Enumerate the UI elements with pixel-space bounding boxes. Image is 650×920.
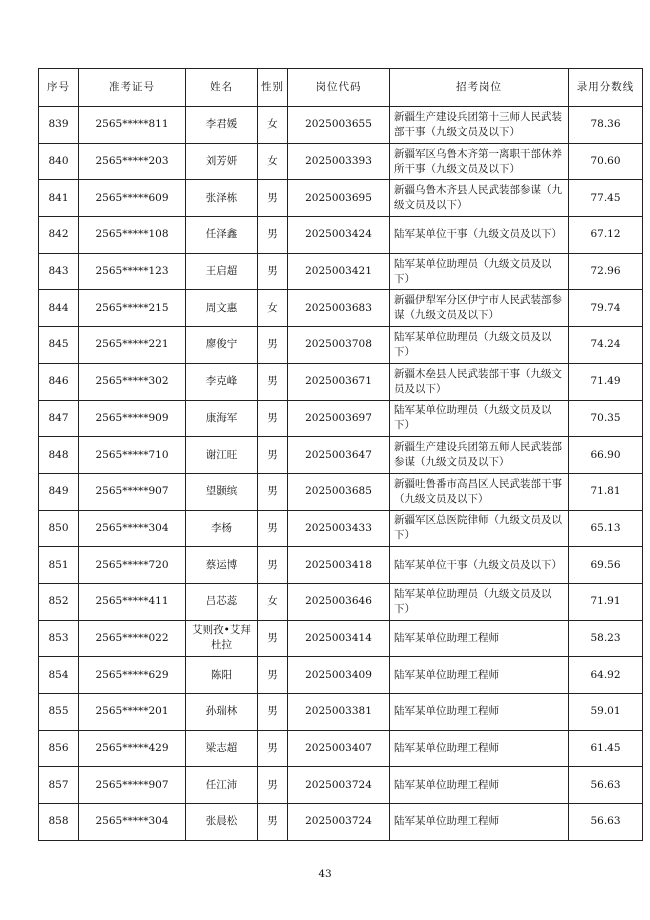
table-header (39, 69, 643, 107)
cell-score-line: 70.60 (569, 143, 643, 180)
cell-score-line: 61.45 (569, 730, 643, 767)
header-row (39, 69, 643, 107)
cell-gender: 男 (258, 510, 288, 547)
results-table (38, 68, 643, 841)
cell-ticket-number: 2565*****429 (79, 730, 186, 767)
cell-position-code: 2025003708 (288, 327, 390, 364)
cell-score-line: 67.12 (569, 217, 643, 254)
cell-position-code: 2025003685 (288, 473, 390, 510)
cell-position: 新疆生产建设兵团第十三师人民武装部干事（九级文员及以下） (390, 107, 569, 144)
cell-index: 852 (39, 583, 79, 620)
cell-position: 新疆军区总医院律师（九级文员及以下） (390, 510, 569, 547)
table-row (39, 657, 643, 694)
cell-position-code: 2025003407 (288, 730, 390, 767)
cell-name: 陈阳 (186, 657, 258, 694)
cell-name: 李克峰 (186, 363, 258, 400)
page-number: 43 (318, 868, 332, 880)
cell-index: 858 (39, 804, 79, 841)
cell-index: 848 (39, 437, 79, 474)
table-row (39, 400, 643, 437)
cell-index: 849 (39, 473, 79, 510)
column-header-index: 序号 (39, 69, 79, 107)
table-row (39, 180, 643, 217)
cell-gender: 男 (258, 767, 288, 804)
cell-name: 梁志超 (186, 730, 258, 767)
cell-position: 陆军某单位助理员（九级文员及以下） (390, 253, 569, 290)
cell-position-code: 2025003697 (288, 400, 390, 437)
cell-score-line: 71.49 (569, 363, 643, 400)
table-row (39, 620, 643, 657)
cell-position-code: 2025003647 (288, 437, 390, 474)
cell-index: 854 (39, 657, 79, 694)
cell-position: 陆军某单位助理员（九级文员及以下） (390, 327, 569, 364)
cell-index: 839 (39, 107, 79, 144)
cell-position-code: 2025003683 (288, 290, 390, 327)
cell-gender: 男 (258, 217, 288, 254)
cell-index: 851 (39, 547, 79, 584)
column-header-gender: 性别 (258, 69, 288, 107)
cell-position-code: 2025003433 (288, 510, 390, 547)
cell-index: 842 (39, 217, 79, 254)
cell-score-line: 56.63 (569, 804, 643, 841)
table-row (39, 473, 643, 510)
cell-position: 新疆乌鲁木齐县人民武装部参谋（九级文员及以下） (390, 180, 569, 217)
cell-score-line: 66.90 (569, 437, 643, 474)
cell-position-code: 2025003724 (288, 767, 390, 804)
cell-index: 856 (39, 730, 79, 767)
cell-score-line: 74.24 (569, 327, 643, 364)
table-row (39, 694, 643, 731)
cell-score-line: 65.13 (569, 510, 643, 547)
cell-ticket-number: 2565*****123 (79, 253, 186, 290)
table-row (39, 253, 643, 290)
cell-index: 844 (39, 290, 79, 327)
cell-gender: 男 (258, 437, 288, 474)
cell-ticket-number: 2565*****203 (79, 143, 186, 180)
cell-name: 蔡运博 (186, 547, 258, 584)
cell-gender: 男 (258, 620, 288, 657)
cell-gender: 男 (258, 694, 288, 731)
cell-index: 850 (39, 510, 79, 547)
cell-name: 任江沛 (186, 767, 258, 804)
cell-name: 康海军 (186, 400, 258, 437)
cell-ticket-number: 2565*****304 (79, 510, 186, 547)
cell-gender: 男 (258, 473, 288, 510)
cell-position: 陆军某单位助理工程师 (390, 657, 569, 694)
cell-score-line: 56.63 (569, 767, 643, 804)
cell-gender: 男 (258, 804, 288, 841)
cell-score-line: 64.92 (569, 657, 643, 694)
cell-name: 张晨松 (186, 804, 258, 841)
cell-gender: 男 (258, 730, 288, 767)
table-row (39, 547, 643, 584)
cell-gender: 男 (258, 327, 288, 364)
cell-position-code: 2025003646 (288, 583, 390, 620)
cell-index: 840 (39, 143, 79, 180)
column-header-score-line: 录用分数线 (569, 69, 643, 107)
cell-gender: 男 (258, 363, 288, 400)
cell-position-code: 2025003695 (288, 180, 390, 217)
cell-ticket-number: 2565*****720 (79, 547, 186, 584)
cell-position-code: 2025003414 (288, 620, 390, 657)
cell-ticket-number: 2565*****629 (79, 657, 186, 694)
cell-score-line: 71.81 (569, 473, 643, 510)
table-row (39, 217, 643, 254)
cell-ticket-number: 2565*****215 (79, 290, 186, 327)
cell-index: 846 (39, 363, 79, 400)
table-row (39, 804, 643, 841)
cell-position: 陆军某单位助理工程师 (390, 694, 569, 731)
cell-position-code: 2025003724 (288, 804, 390, 841)
cell-score-line: 77.45 (569, 180, 643, 217)
cell-score-line: 79.74 (569, 290, 643, 327)
cell-position: 陆军某单位助理工程师 (390, 767, 569, 804)
cell-ticket-number: 2565*****909 (79, 400, 186, 437)
cell-gender: 男 (258, 657, 288, 694)
cell-score-line: 58.23 (569, 620, 643, 657)
cell-name: 吕芯蕊 (186, 583, 258, 620)
cell-position: 陆军某单位助理工程师 (390, 804, 569, 841)
cell-name: 周文惠 (186, 290, 258, 327)
table-row (39, 510, 643, 547)
cell-name: 李君媛 (186, 107, 258, 144)
cell-index: 857 (39, 767, 79, 804)
cell-name: 任泽鑫 (186, 217, 258, 254)
cell-ticket-number: 2565*****811 (79, 107, 186, 144)
cell-position-code: 2025003424 (288, 217, 390, 254)
table-row (39, 730, 643, 767)
cell-position-code: 2025003421 (288, 253, 390, 290)
cell-ticket-number: 2565*****411 (79, 583, 186, 620)
table-row (39, 767, 643, 804)
cell-ticket-number: 2565*****710 (79, 437, 186, 474)
cell-index: 853 (39, 620, 79, 657)
cell-name: 刘芳妍 (186, 143, 258, 180)
table-row (39, 363, 643, 400)
cell-name: 孙瑞林 (186, 694, 258, 731)
table-row (39, 107, 643, 144)
cell-gender: 男 (258, 253, 288, 290)
cell-position-code: 2025003671 (288, 363, 390, 400)
results-table-container (38, 68, 635, 841)
cell-score-line: 70.35 (569, 400, 643, 437)
cell-score-line: 78.36 (569, 107, 643, 144)
cell-position: 陆军某单位助理员（九级文员及以下） (390, 400, 569, 437)
cell-ticket-number: 2565*****304 (79, 804, 186, 841)
cell-ticket-number: 2565*****108 (79, 217, 186, 254)
cell-ticket-number: 2565*****201 (79, 694, 186, 731)
cell-gender: 男 (258, 400, 288, 437)
cell-gender: 男 (258, 547, 288, 584)
cell-index: 847 (39, 400, 79, 437)
table-row (39, 437, 643, 474)
column-header-position-code: 岗位代码 (288, 69, 390, 107)
cell-position-code: 2025003381 (288, 694, 390, 731)
cell-position: 新疆木垒县人民武装部干事（九级文员及以下） (390, 363, 569, 400)
cell-name: 谢江旺 (186, 437, 258, 474)
table-row (39, 290, 643, 327)
cell-position: 陆军某单位助理工程师 (390, 730, 569, 767)
cell-gender: 女 (258, 583, 288, 620)
cell-gender: 男 (258, 180, 288, 217)
cell-position-code: 2025003655 (288, 107, 390, 144)
cell-position-code: 2025003418 (288, 547, 390, 584)
cell-position: 陆军某单位助理工程师 (390, 620, 569, 657)
cell-score-line: 59.01 (569, 694, 643, 731)
cell-name: 廖俊宁 (186, 327, 258, 364)
cell-index: 843 (39, 253, 79, 290)
table-row (39, 327, 643, 364)
column-header-name: 姓名 (186, 69, 258, 107)
cell-position: 新疆吐鲁番市高昌区人民武装部干事（九级文员及以下） (390, 473, 569, 510)
cell-ticket-number: 2565*****907 (79, 767, 186, 804)
cell-position-code: 2025003393 (288, 143, 390, 180)
cell-gender: 女 (258, 290, 288, 327)
cell-index: 845 (39, 327, 79, 364)
table-row (39, 143, 643, 180)
table-body (39, 107, 643, 841)
cell-position: 新疆伊犁军分区伊宁市人民武装部参谋（九级文员及以下） (390, 290, 569, 327)
cell-ticket-number: 2565*****022 (79, 620, 186, 657)
cell-score-line: 71.91 (569, 583, 643, 620)
cell-position: 陆军某单位助理员（九级文员及以下） (390, 583, 569, 620)
cell-gender: 女 (258, 143, 288, 180)
cell-score-line: 72.96 (569, 253, 643, 290)
column-header-ticket-number: 准考证号 (79, 69, 186, 107)
cell-name: 艾则孜•艾拜杜拉 (186, 620, 258, 657)
cell-position: 陆军某单位干事（九级文员及以下） (390, 547, 569, 584)
cell-name: 张泽栋 (186, 180, 258, 217)
cell-ticket-number: 2565*****907 (79, 473, 186, 510)
cell-position: 陆军某单位干事（九级文员及以下） (390, 217, 569, 254)
cell-gender: 女 (258, 107, 288, 144)
cell-ticket-number: 2565*****221 (79, 327, 186, 364)
cell-index: 841 (39, 180, 79, 217)
cell-index: 855 (39, 694, 79, 731)
cell-name: 李杨 (186, 510, 258, 547)
cell-position: 新疆生产建设兵团第五师人民武装部参谋（九级文员及以下） (390, 437, 569, 474)
column-header-position: 招考岗位 (390, 69, 569, 107)
cell-ticket-number: 2565*****609 (79, 180, 186, 217)
cell-position: 新疆军区乌鲁木齐第一离职干部休养所干事（九级文员及以下） (390, 143, 569, 180)
cell-position-code: 2025003409 (288, 657, 390, 694)
cell-name: 王启超 (186, 253, 258, 290)
cell-ticket-number: 2565*****302 (79, 363, 186, 400)
cell-name: 望颢缤 (186, 473, 258, 510)
table-row (39, 583, 643, 620)
cell-score-line: 69.56 (569, 547, 643, 584)
